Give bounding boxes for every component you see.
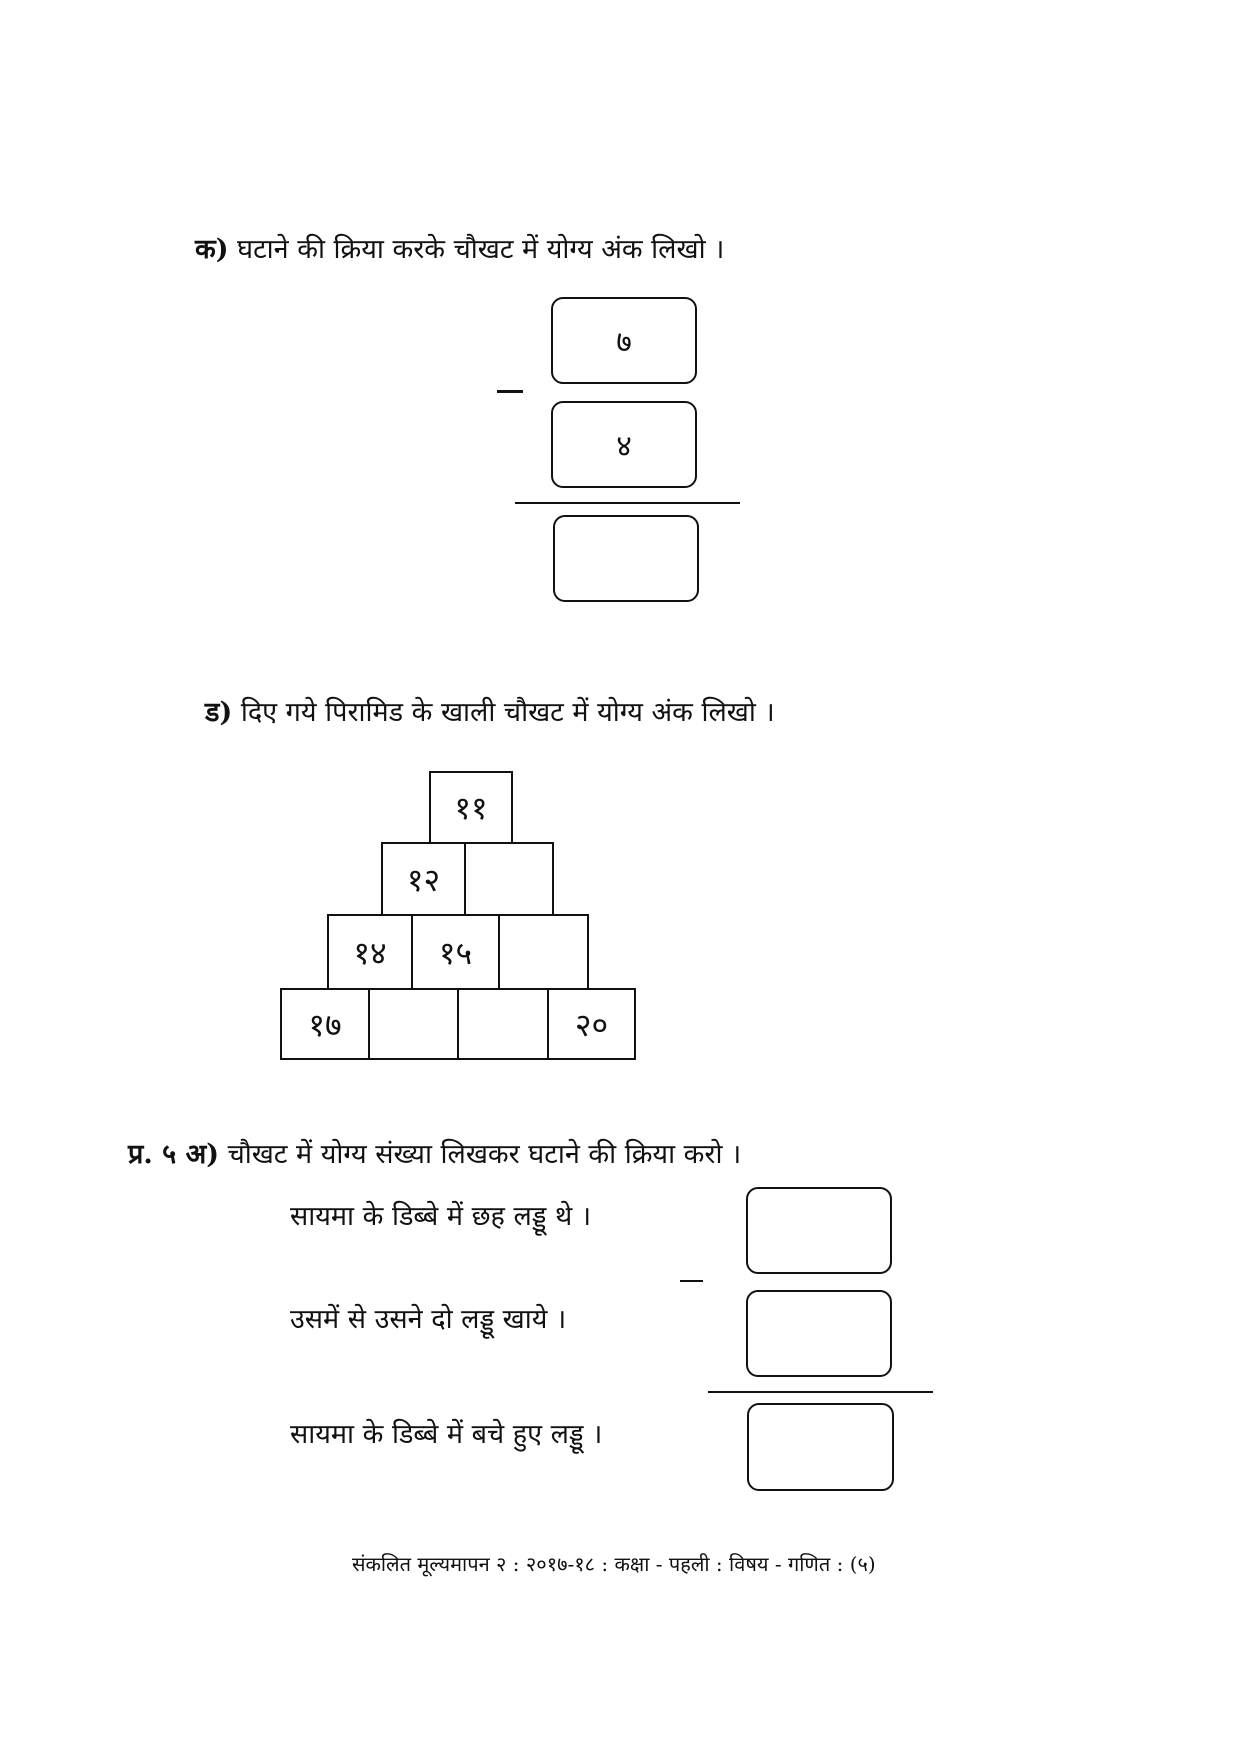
subtraction-sign [497,390,523,393]
section-d-heading [205,699,775,726]
pyramid-cell: १७ [280,988,370,1060]
difference-answer-box[interactable] [747,1403,894,1491]
pyramid-cell: १४ [327,914,413,990]
answer-box[interactable] [553,515,699,602]
result-line [708,1391,933,1393]
pyramid-cell: १५ [411,914,500,990]
section-k-label: क) [195,234,229,265]
question-5a-heading [128,1141,741,1168]
pyramid-cell-empty[interactable] [464,842,554,916]
pyramid-cell-empty[interactable] [368,988,459,1060]
pyramid-cell-empty[interactable] [498,914,589,990]
pyramid-cell: १२ [381,842,466,916]
subtrahend-box: ४ [551,401,697,488]
story-line-1: सायमा के डिब्बे में छह लड्डू थे । [290,1201,592,1232]
subtraction-sign [680,1280,703,1282]
subtrahend-answer-box[interactable] [746,1290,892,1377]
question-5a-instruction: चौखट में योग्य संख्या लिखकर घटाने की क्रिया करो । [227,1139,742,1170]
minuend-box: ७ [551,297,697,384]
section-d-instruction: दिए गये पिरामिड के खाली चौखट में योग्य अंक लिखो । [240,697,775,728]
pyramid-cell: ११ [429,771,513,844]
result-line [515,502,740,504]
section-k-instruction: घटाने की क्रिया करके चौखट में योग्य अंक लिखो । [237,234,725,265]
section-d-label: ड) [205,697,233,728]
page-footer: संकलित मूल्यमापन २ : २०१७-१८ : कक्षा - पहली : विषय - गणित : (५) [352,1552,876,1576]
story-line-2: उसमें से उसने दो लड्डू खाये । [290,1304,567,1335]
pyramid-cell: २० [547,988,636,1060]
minuend-answer-box[interactable] [746,1187,892,1274]
question-5a-label: प्र. ५ अ) [128,1139,220,1170]
section-k-heading [195,236,724,263]
story-line-3: सायमा के डिब्बे में बचे हुए लड्डू । [290,1419,603,1450]
pyramid-cell-empty[interactable] [457,988,549,1060]
